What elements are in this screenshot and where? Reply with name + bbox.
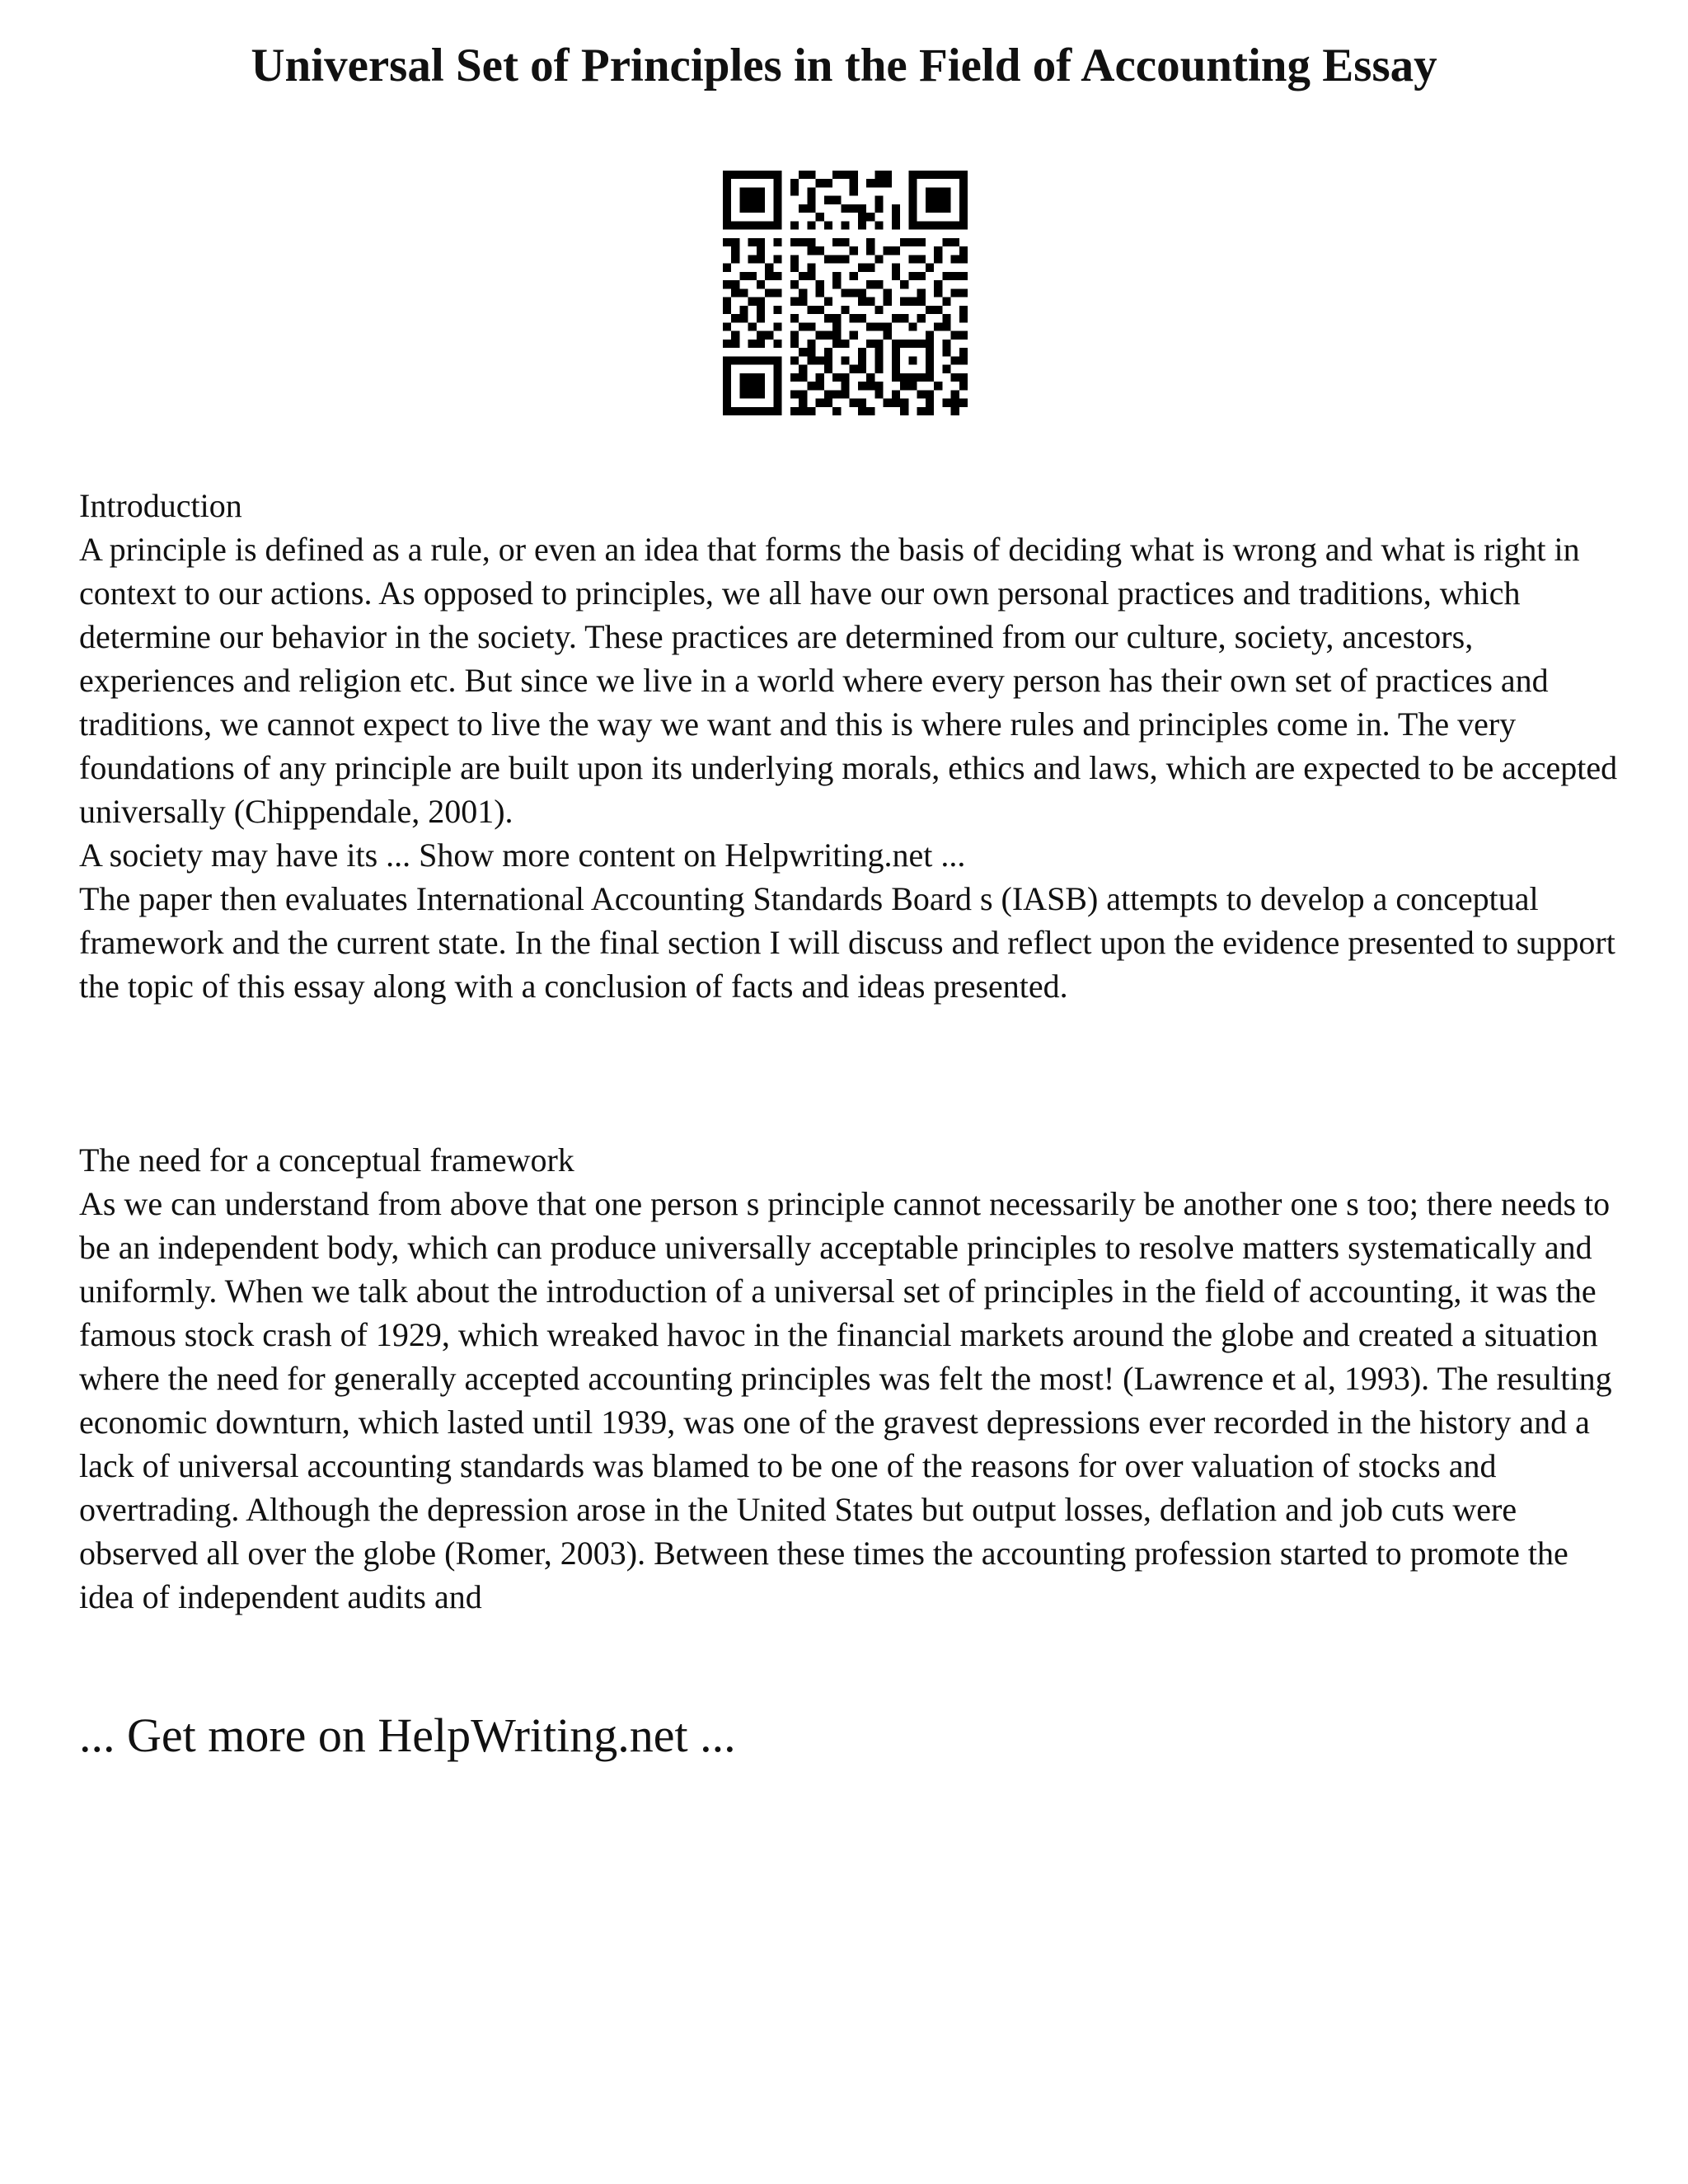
introduction-heading: Introduction [79,487,242,524]
conceptual-framework-paragraph: As we can understand from above that one person s principle cannot necessarily be another one s too; there needs to be an independent body, which can produce universally acceptable principles to resolve matters systematically and uniformly. When we talk about the introduction of a universal set of principles in the field of accounting, it was the famous stock crash of 1929, which wreaked havoc in the financial markets around the globe and created a situation where the need for generally accepted accounting principles was felt the most! (Lawrence et al, 1993). The resulting economic downturn, which lasted until 1939, was one of the gravest depressions ever recorded in the history and a lack of universal accounting standards was blamed to be one of the reasons for over valuation of stocks and overtrading. Although the depression arose in the United States but output losses, deflation and job cuts were observed all over the globe (Romer, 2003). Between these times the accounting profession started to promote the idea of independent audits and [79,1185,1612,1615]
iasb-paragraph: The paper then evaluates International Accounting Standards Board s (IASB) attempts to develop a conceptual framework and the current state. In the final section I will discuss and reflect upon the evidence presented to support the topic of this essay along with a conclusion of facts and ideas presented. [79,880,1615,1005]
qr-code-icon [723,171,968,415]
document-title: Universal Set of Principles in the Field of Accounting Essay [251,40,1437,91]
introduction-section [79,484,1629,1008]
conceptual-framework-section [79,1138,1629,1619]
introduction-paragraph: A principle is defined as a rule, or even an idea that forms the basis of deciding what is wrong and what is right in context to our actions. As opposed to principles, we all have our own personal practices and traditions, which determine our behavior in the society. These practices are determined from our culture, society, ancestors, experiences and religion etc. But since we live in a world where every person has their own set of practices and traditions, we cannot expect to live the way we want and this is where rules and principles come in. The very foundations of any principle are built upon its underlying morals, ethics and laws, which are expected to be accepted universally (Chippendale, 2001). [79,531,1618,830]
show-more-teaser: A society may have its ... Show more content on Helpwriting.net ... [79,837,966,874]
conceptual-framework-heading: The need for a conceptual framework [79,1141,574,1179]
get-more-link[interactable]: ... Get more on HelpWriting.net ... [79,1708,736,1762]
